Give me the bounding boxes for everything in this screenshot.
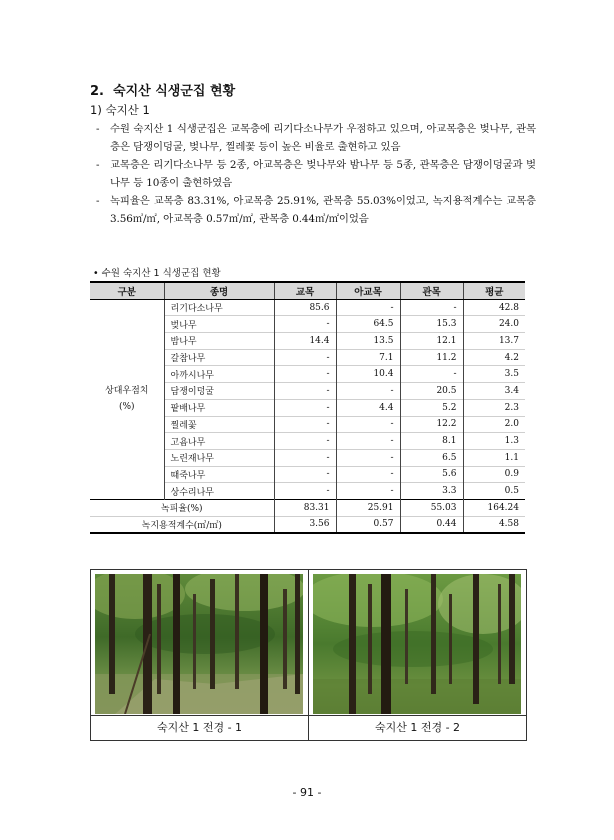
- header-subtree-layer: 아교목: [336, 282, 400, 299]
- value-cell: 13.5: [336, 333, 400, 350]
- value-cell: 25.91: [336, 499, 400, 516]
- header-species: 종명: [164, 282, 274, 299]
- value-cell: 4.58: [463, 516, 525, 533]
- value-cell: 0.9: [463, 466, 525, 483]
- value-cell: 0.5: [463, 483, 525, 500]
- section-title: 숙지산 식생군집 현황: [113, 84, 236, 99]
- species-cell: 리기다소나무: [164, 299, 274, 316]
- photo-panel: [90, 569, 527, 741]
- bullet-text: 교목층은 리기다소나무 등 2종, 아교목층은 벚나무와 밤나무 등 5종, 관목층은 담쟁이덩굴과 벚나무 등 10종이 출현하였음: [110, 159, 536, 189]
- bullet-list: [96, 120, 536, 228]
- summary-label: 녹피율(%): [90, 499, 274, 516]
- value-cell: 13.7: [463, 333, 525, 350]
- header-average: 평균: [463, 282, 525, 299]
- group-label-cell: [90, 299, 164, 499]
- value-cell: 0.44: [400, 516, 463, 533]
- header-shrub-layer: 관목: [400, 282, 463, 299]
- bullet-text: 녹피율은 교목층 83.31%, 아교목층 25.91%, 관목층 55.03%이었고, 녹지용적계수는 교목층 3.56㎥/㎡, 아교목층 0.57㎥/㎡, 관목층 0.44㎥/㎡이었음: [110, 195, 536, 225]
- value-cell: 20.5: [400, 383, 463, 400]
- forest-photo-1: [95, 574, 303, 714]
- value-cell: 2.0: [463, 416, 525, 433]
- value-cell: -: [274, 433, 336, 450]
- species-cell: 밤나무: [164, 333, 274, 350]
- species-cell: 갈참나무: [164, 349, 274, 366]
- value-cell: 64.5: [336, 316, 400, 333]
- value-cell: 85.6: [274, 299, 336, 316]
- value-cell: -: [274, 466, 336, 483]
- value-cell: -: [336, 299, 400, 316]
- value-cell: 5.6: [400, 466, 463, 483]
- value-cell: 10.4: [336, 366, 400, 383]
- value-cell: 8.1: [400, 433, 463, 450]
- table-caption: • 수원 숙지산 1 식생군집 현황: [93, 268, 221, 279]
- bullet-item: [96, 192, 536, 228]
- header-tree-layer: 교목: [274, 282, 336, 299]
- header-category: 구분: [90, 282, 164, 299]
- value-cell: 0.57: [336, 516, 400, 533]
- value-cell: 3.3: [400, 483, 463, 500]
- value-cell: 3.4: [463, 383, 525, 400]
- species-cell: 담쟁이덩굴: [164, 383, 274, 400]
- value-cell: 1.1: [463, 449, 525, 466]
- value-cell: 14.4: [274, 333, 336, 350]
- value-cell: 1.3: [463, 433, 525, 450]
- value-cell: 42.8: [463, 299, 525, 316]
- bullet-item: [96, 156, 536, 192]
- value-cell: 2.3: [463, 399, 525, 416]
- summary-row-green-volume: [90, 516, 525, 533]
- page-number: - 91 -: [292, 786, 322, 799]
- summary-label: 녹지용적계수(㎥/㎡): [90, 516, 274, 533]
- section-number: 2.: [90, 84, 104, 99]
- value-cell: 24.0: [463, 316, 525, 333]
- species-cell: 때죽나무: [164, 466, 274, 483]
- value-cell: -: [400, 366, 463, 383]
- bullet-dash: -: [96, 123, 100, 135]
- table-header-row: [90, 282, 525, 299]
- species-cell: 상수리나무: [164, 483, 274, 500]
- species-cell: 팥배나무: [164, 399, 274, 416]
- value-cell: -: [274, 316, 336, 333]
- value-cell: -: [336, 433, 400, 450]
- bullet-item: [96, 120, 536, 156]
- table-row: [90, 299, 525, 316]
- photo-caption-1: 숙지산 1 전경 - 1: [91, 715, 308, 740]
- value-cell: 83.31: [274, 499, 336, 516]
- bullet-text: 수원 숙지산 1 식생군집은 교목층에 리기다소나무가 우점하고 있으며, 아교목층은 벚나무, 관목층은 담쟁이덩굴, 벚나무, 찔레꽃 등이 높은 비율로 출현하고 있음: [110, 123, 536, 153]
- bullet-dash: -: [96, 195, 100, 207]
- value-cell: -: [274, 416, 336, 433]
- value-cell: -: [274, 366, 336, 383]
- value-cell: -: [336, 383, 400, 400]
- table-body: [90, 299, 525, 533]
- value-cell: 55.03: [400, 499, 463, 516]
- summary-row-green-coverage: [90, 499, 525, 516]
- value-cell: 11.2: [400, 349, 463, 366]
- value-cell: -: [336, 466, 400, 483]
- species-cell: 찔레꽃: [164, 416, 274, 433]
- bullet-dash: -: [96, 159, 100, 171]
- value-cell: -: [274, 483, 336, 500]
- value-cell: -: [274, 349, 336, 366]
- value-cell: 164.24: [463, 499, 525, 516]
- value-cell: 3.56: [274, 516, 336, 533]
- value-cell: -: [274, 449, 336, 466]
- value-cell: -: [274, 383, 336, 400]
- value-cell: 3.5: [463, 366, 525, 383]
- value-cell: -: [336, 483, 400, 500]
- forest-photo-2: [313, 574, 521, 714]
- species-cell: 아까시나무: [164, 366, 274, 383]
- value-cell: 12.2: [400, 416, 463, 433]
- photo-caption-2: 숙지산 1 전경 - 2: [309, 715, 526, 740]
- species-cell: 노린재나무: [164, 449, 274, 466]
- species-cell: 벚나무: [164, 316, 274, 333]
- value-cell: -: [336, 416, 400, 433]
- value-cell: -: [274, 399, 336, 416]
- vegetation-table: [90, 281, 525, 534]
- value-cell: 6.5: [400, 449, 463, 466]
- value-cell: 7.1: [336, 349, 400, 366]
- value-cell: 4.2: [463, 349, 525, 366]
- value-cell: 5.2: [400, 399, 463, 416]
- species-cell: 고욤나무: [164, 433, 274, 450]
- section-heading: [90, 80, 235, 99]
- group-label-line2: (%): [118, 402, 135, 413]
- value-cell: -: [400, 299, 463, 316]
- value-cell: -: [336, 449, 400, 466]
- group-label-line1: 상대우점치: [105, 386, 149, 397]
- value-cell: 12.1: [400, 333, 463, 350]
- subsection-heading: 1) 숙지산 1: [90, 103, 150, 117]
- value-cell: 15.3: [400, 316, 463, 333]
- value-cell: 4.4: [336, 399, 400, 416]
